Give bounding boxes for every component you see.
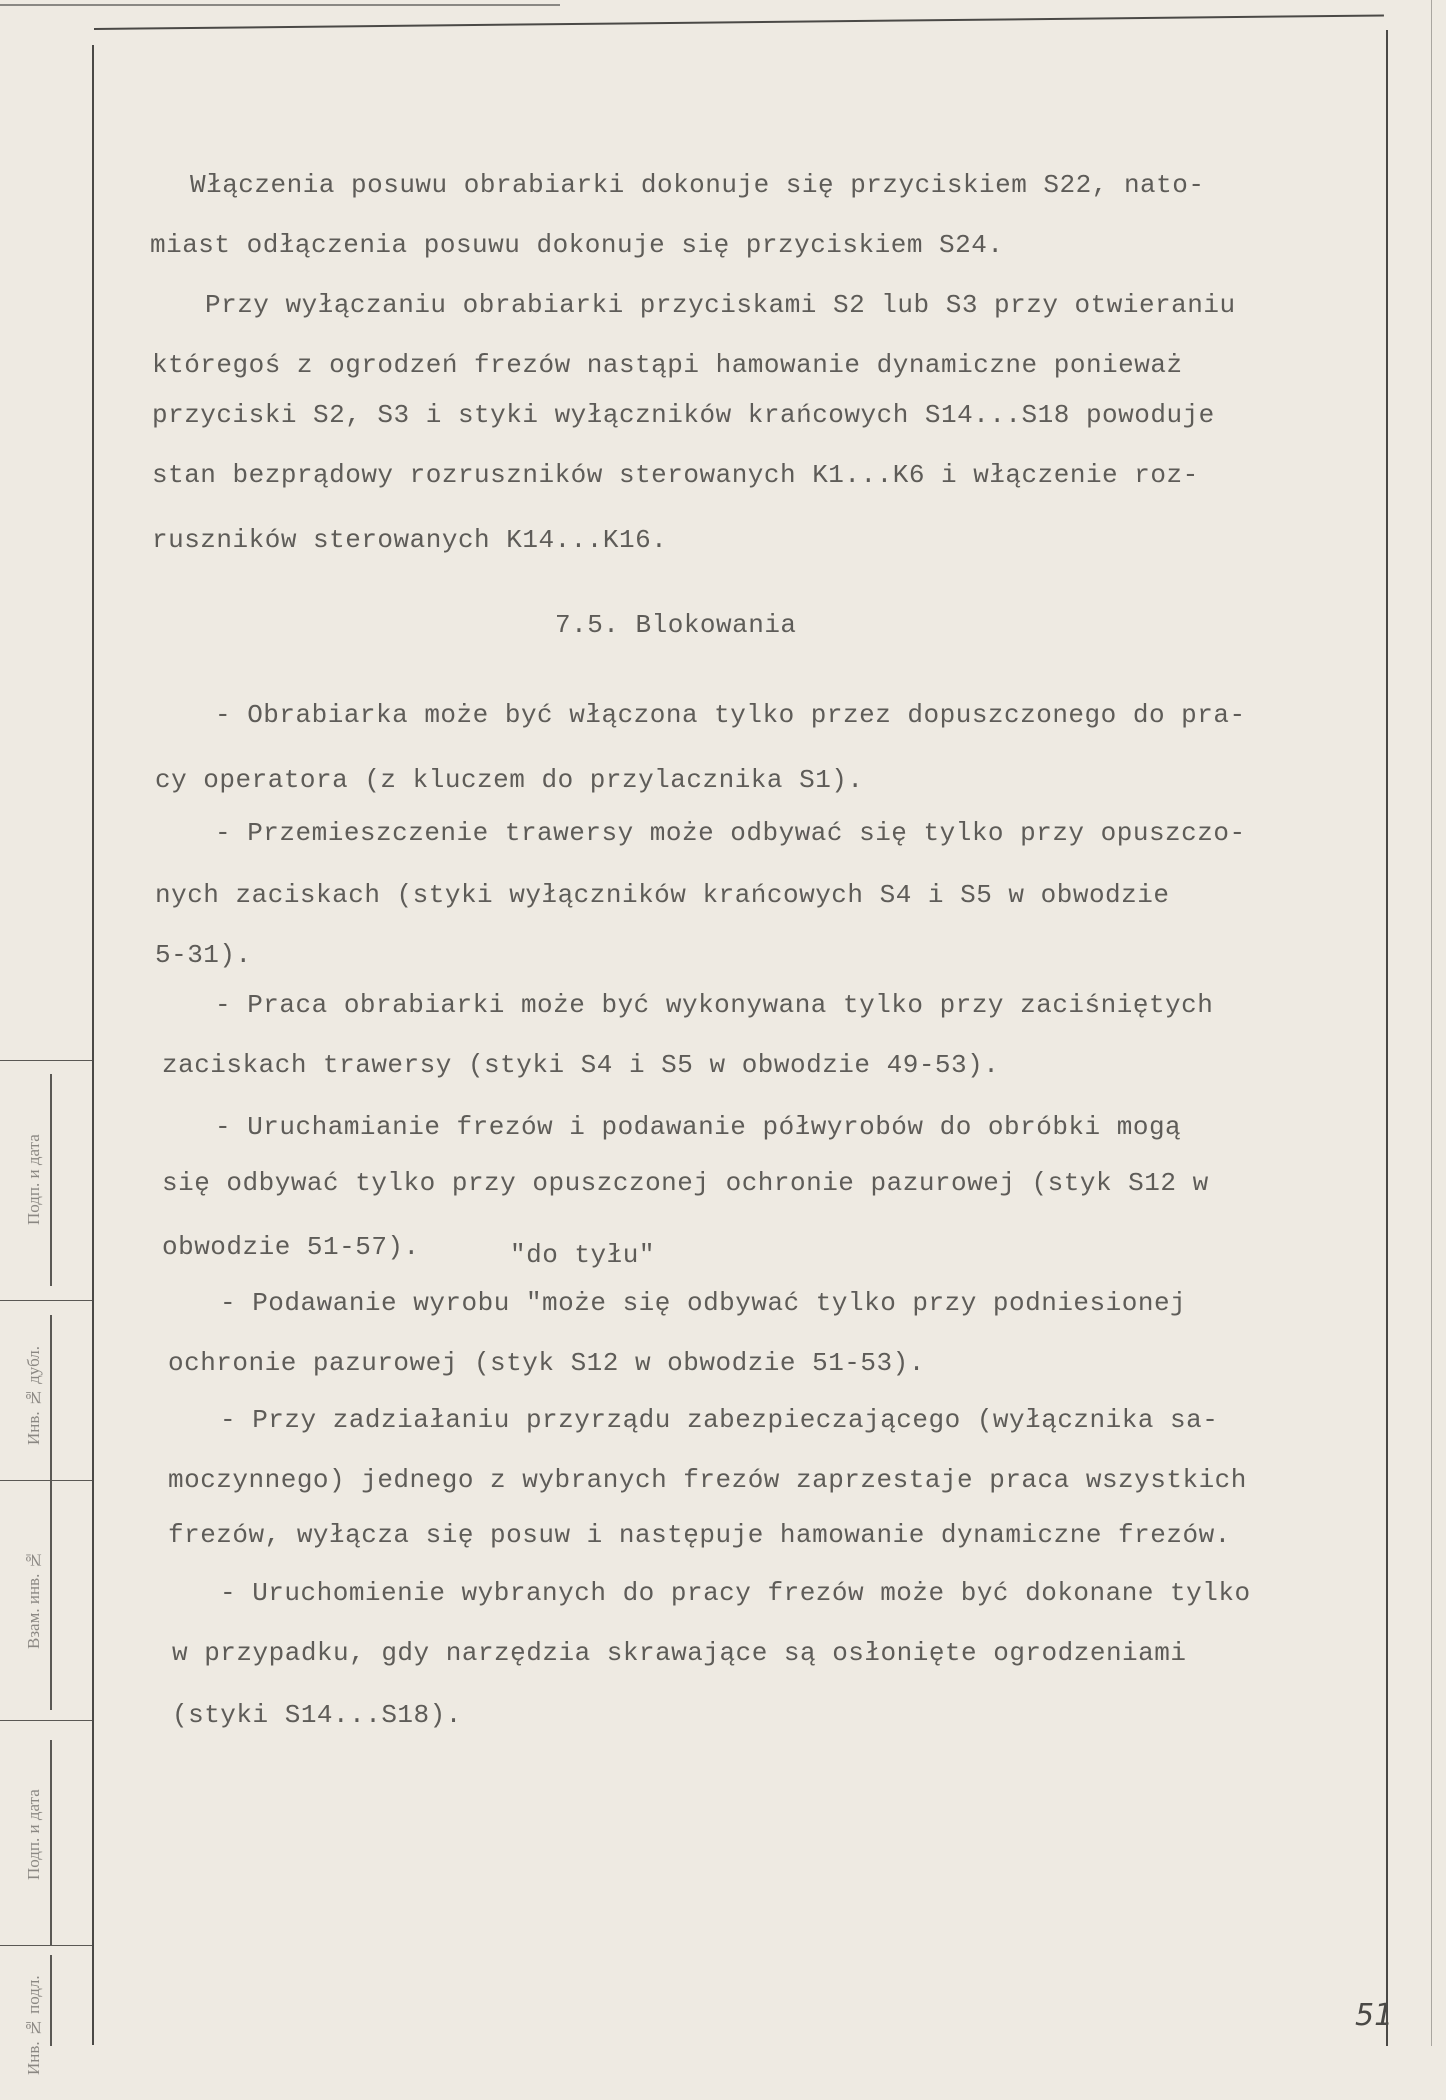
text-line: frezów, wyłącza się posuw i następuje hamowanie dynamiczne frezów. [168,1520,1231,1550]
frame-top-border [94,14,1384,30]
stamp-label: Взам. инв. № [24,1550,43,1650]
page-right-edge [1431,0,1432,2046]
text-line: się odbywać tylko przy opuszczonej ochronie pazurowej (styk S12 w [162,1168,1209,1198]
text-line: ruszników sterowanych K14...K16. [152,525,668,555]
text-line: - Przemieszczenie trawersy może odbywać się tylko przy opuszczo- [215,818,1246,848]
text-line: obwodzie 51-57). [162,1232,420,1262]
text-line: - Obrabiarka może być włączona tylko przez dopuszczonego do pra- [215,700,1246,730]
text-line: Przy wyłączaniu obrabiarki przyciskami S2 lub S3 przy otwieraniu [205,290,1236,320]
text-line: cy operatora (z kluczem do przylacznika S1). [155,765,864,795]
text-line: - Praca obrabiarki może być wykonywana tylko przy zaciśniętych [215,990,1214,1020]
stamp-column [0,1060,92,2075]
text-line: (styki S14...S18). [172,1700,462,1730]
text-line: stan bezprądowy rozruszników sterowanych K1...K6 i włączenie roz- [152,460,1199,490]
text-line: 5-31). [155,940,252,970]
text-line: zaciskach trawersy (styki S4 i S5 w obwodzie 49-53). [162,1050,1000,1080]
section-heading: 7.5. Blokowania [555,610,797,640]
frame-right-border [1386,30,1388,2046]
text-line: ochronie pazurowej (styk S12 w obwodzie 51-53). [168,1348,925,1378]
text-line: Włączenia posuwu obrabiarki dokonuje się przyciskiem S22, nato- [190,170,1205,200]
page-top-edge [0,4,560,6]
text-line: - Uruchamianie frezów i podawanie półwyrobów do obróbki mogą [215,1112,1182,1142]
text-line: któregoś z ogrodzeń frezów nastąpi hamowanie dynamiczne ponieważ [152,350,1183,380]
text-line: - Przy zadziałaniu przyrządu zabezpieczającego (wyłącznika sa- [220,1405,1219,1435]
text-line: przyciski S2, S3 i styki wyłączników krańcowych S14...S18 powoduje [152,400,1215,430]
text-line: - Uruchomienie wybranych do pracy frezów może być dokonane tylko [220,1578,1251,1608]
stamp-label: Инв. № подл. [24,1975,43,2075]
frame-left-border [92,45,94,2045]
text-line: moczynnego) jednego z wybranych frezów zaprzestaje praca wszystkich [168,1465,1247,1495]
text-line: miast odłączenia posuwu dokonuje się przyciskiem S24. [150,230,1004,260]
text-line: nych zaciskach (styki wyłączników krańcowych S4 i S5 w obwodzie [155,880,1170,910]
page-number: 51 [1355,1998,1394,2033]
stamp-label: Инв. № дубл. [24,1345,43,1445]
handwritten-annotation: "do tyłu" [510,1240,655,1270]
stamp-label: Подп. и дата [24,1789,43,1881]
text-line: w przypadku, gdy narzędzia skrawające są osłonięte ogrodzeniami [172,1638,1187,1668]
text-line: - Podawanie wyrobu "może się odbywać tylko przy podniesionej [220,1288,1187,1318]
stamp-label: Подп. и дата [24,1134,43,1226]
